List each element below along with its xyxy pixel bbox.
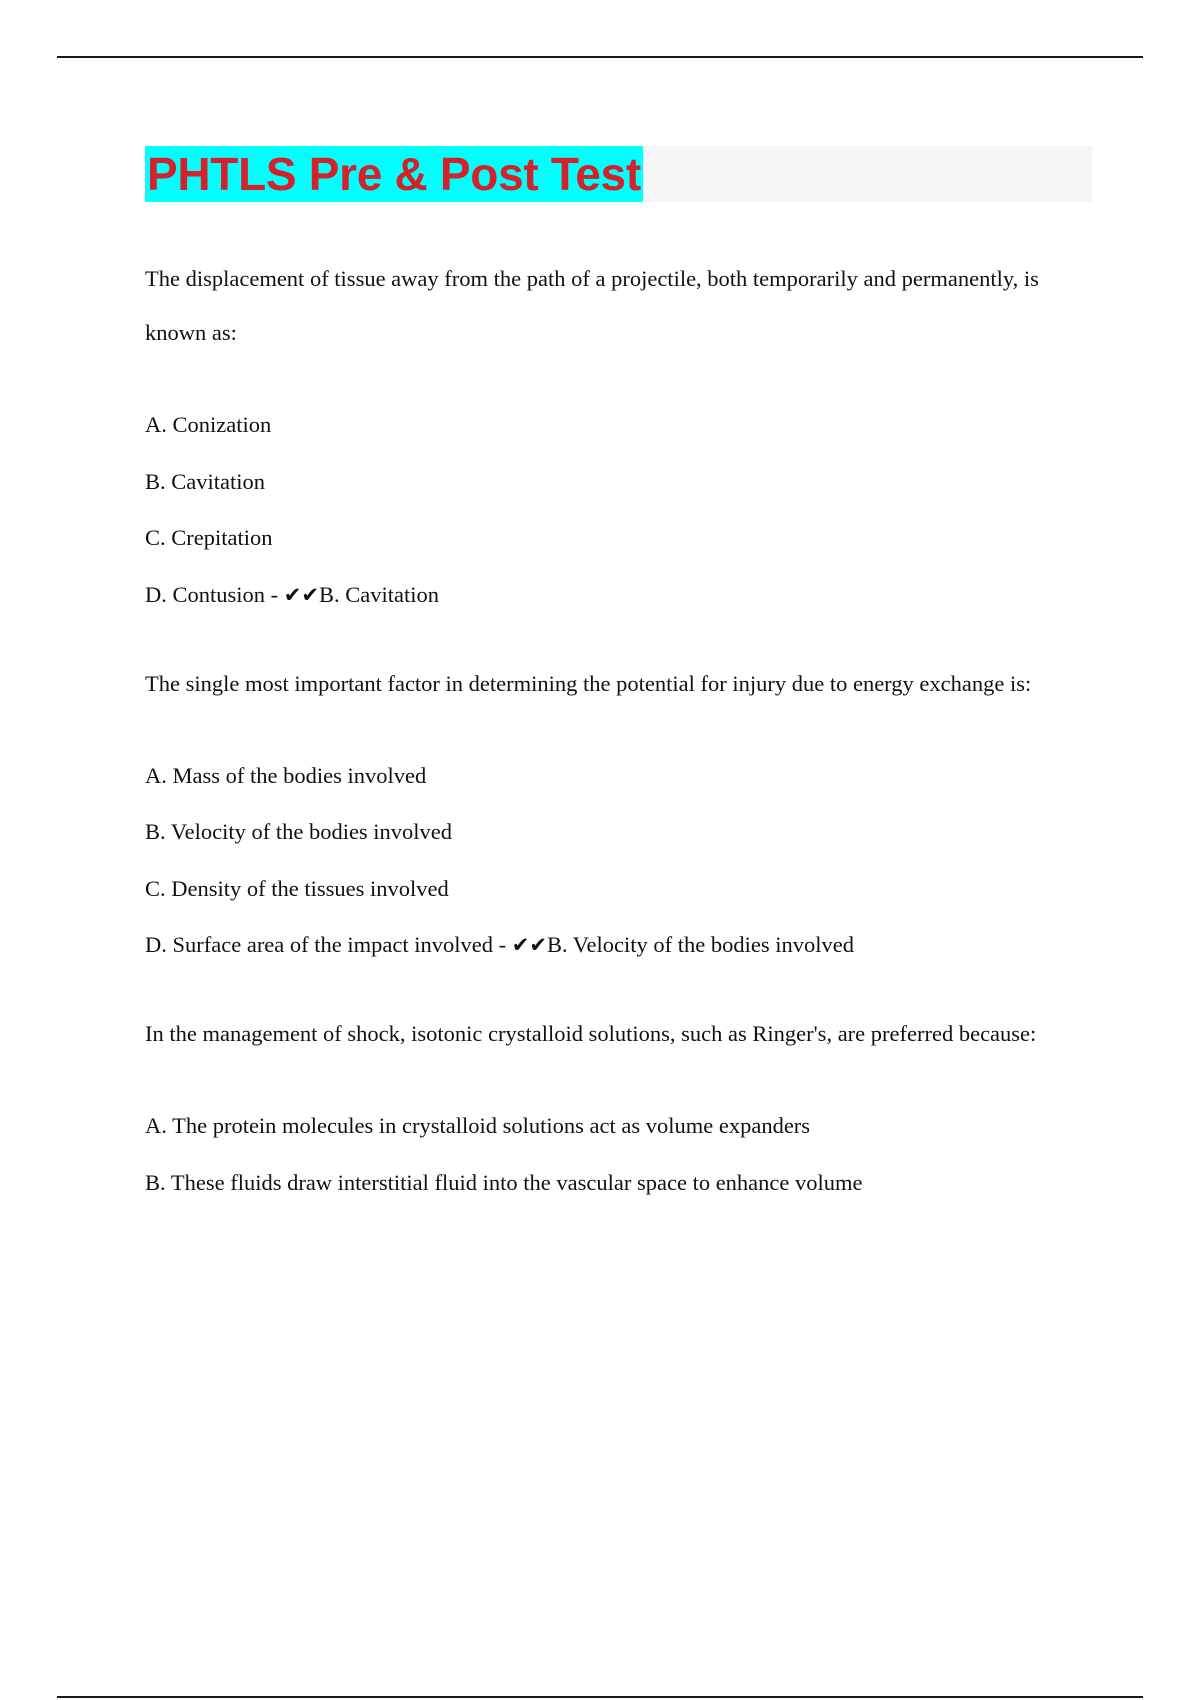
page-title: PHTLS Pre & Post Test [147, 148, 641, 200]
option-d-label: D. Surface area of the impact involved - [145, 932, 512, 957]
option-d [145, 930, 1095, 960]
options-list [145, 761, 1095, 961]
options-list [145, 410, 1095, 610]
option-a: A. Mass of the bodies involved [145, 762, 427, 788]
question-block-3 [145, 1007, 1095, 1197]
option-b: B. Cavitation [145, 468, 265, 494]
options-list [145, 1111, 1095, 1197]
top-rule [57, 56, 1143, 58]
option-d-label: D. Contusion - [145, 581, 284, 607]
option-c: C. Density of the tissues involved [145, 875, 449, 901]
option-b: B. These fluids draw interstitial fluid into the vascular space to enhance volume [145, 1169, 863, 1195]
option-b: B. Velocity of the bodies involved [145, 819, 453, 844]
bottom-rule [57, 1696, 1143, 1698]
question-block-2 [145, 657, 1095, 961]
answer-text: B. Cavitation [318, 581, 439, 607]
checkmark-icon: ✔✔ [511, 933, 547, 957]
question-text: In the management of shock, isotonic crystalloid solutions, such as Ringer's, are preferred because: [145, 1021, 1037, 1046]
document-body [145, 252, 1095, 1244]
option-a: A. Conization [145, 412, 272, 437]
answer-text: B. Velocity of the bodies involved [546, 932, 854, 957]
checkmark-icon: ✔✔ [283, 582, 319, 607]
question-block-1 [145, 252, 1095, 610]
option-a: A. The protein molecules in crystalloid solutions act as volume expanders [145, 1113, 811, 1138]
question-text: The single most important factor in determining the potential for injury due to energy exchange is: [145, 670, 1032, 696]
option-d [145, 580, 1095, 610]
question-text: The displacement of tissue away from the path of a projectile, both temporarily and permanently, is known as: [145, 266, 1039, 345]
option-c: C. Crepitation [145, 525, 273, 550]
